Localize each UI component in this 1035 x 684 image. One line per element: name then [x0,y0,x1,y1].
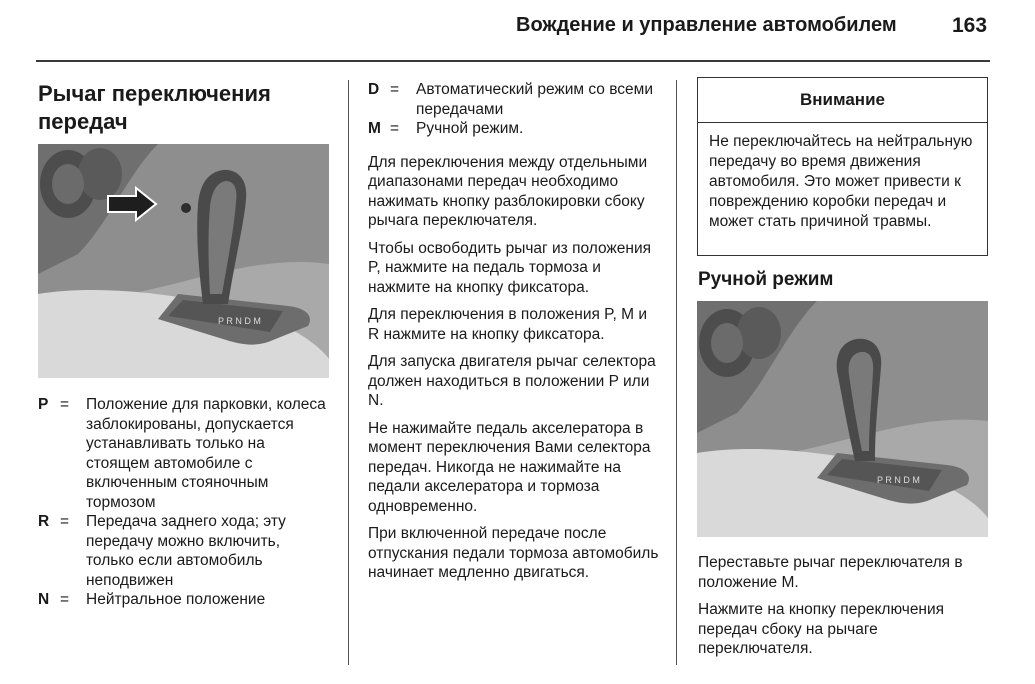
definition-key: R [38,513,50,530]
right-subheading-block [698,270,990,290]
paragraph: При включенной передаче после отпускания педали тормоза автомобиль начинает медленно двигаться. [368,525,659,581]
definition-text: Автоматический режим со всеми передачами [416,81,653,118]
warning-text: Не переключайтесь на нейтральную передачу во время движения автомобиля. Это может привести к повреждению коробки передач и может стать причиной травмы. [709,133,973,230]
section-heading: Рычаг переключения передач [38,81,271,134]
paragraph: Не нажимайте педаль акселератора в момент переключения Вами селектора передач. Никогда не нажимайте на педали акселератора и тормоза одновременно. [368,419,651,515]
page-number: 163 [952,14,988,37]
definition-text: Ручной режим. [416,120,524,137]
manual-mode-photo [697,301,988,537]
definition-item: M = Ручной режим. [368,119,660,139]
svg-text:P R N D M: P R N D M [218,316,261,326]
definition-text: Положение для парковки, колеса заблокированы, допускается устанавливать только на стоящем автомобиле с включенным стояночным тормозом [86,396,326,511]
definition-text: Передача заднего хода; эту передачу можно включить, только если автомобиль неподвижен [86,513,286,589]
right-text [698,553,990,667]
definition-item: R = Передача заднего хода; эту передачу можно включить, только если автомобиль неподвижен [38,512,330,590]
paragraph: Чтобы освободить рычаг из положения P, нажмите на педаль тормоза и нажмите на кнопку фиксатора. [368,239,652,296]
warning-box [697,77,988,256]
definition-item: N = Нейтральное положение [38,590,330,610]
definition-key: N [38,591,50,608]
paragraph: Нажмите на кнопку переключения передач сбоку на рычаге переключателя. [698,601,945,657]
definition-text: Нейтральное положение [86,591,266,608]
running-header-title: Вождение и управление автомобилем [516,14,897,36]
left-definitions [38,395,330,610]
paragraph: Переставьте рычаг переключателя в положение M. [698,554,963,591]
gear-lever-photo [38,144,329,378]
header-rule [36,60,990,62]
paragraph: Для переключения между отдельными диапазонами передач необходимо нажимать кнопку разблокировки сбоку рычага переключателя. [368,153,648,229]
manual-mode-illustration [697,301,988,537]
paragraph: Для переключения в положения P, M и R нажмите на кнопку фиксатора. [368,306,648,343]
warning-title: Внимание [698,78,987,123]
definition-key: P [38,396,49,413]
definition-key: M [368,120,381,137]
definition-key: D [368,81,380,98]
gear-lever-illustration [38,144,329,378]
left-column [38,80,330,136]
column-divider-1 [348,80,349,665]
definition-item: P = Положение для парковки, колеса заблокированы, допускается устанавливать только на стоящем автомобиле с включенным стояночным тормозом [38,395,330,512]
subsection-heading: Ручной режим [698,269,834,290]
column-divider-2 [676,80,677,665]
middle-column [368,80,660,591]
definition-item: D = Автоматический режим со всеми передачами [368,80,660,119]
svg-text:P R N D M: P R N D M [877,475,920,485]
paragraph: Для запуска двигателя рычаг селектора должен находиться в положении P или N. [368,353,656,409]
